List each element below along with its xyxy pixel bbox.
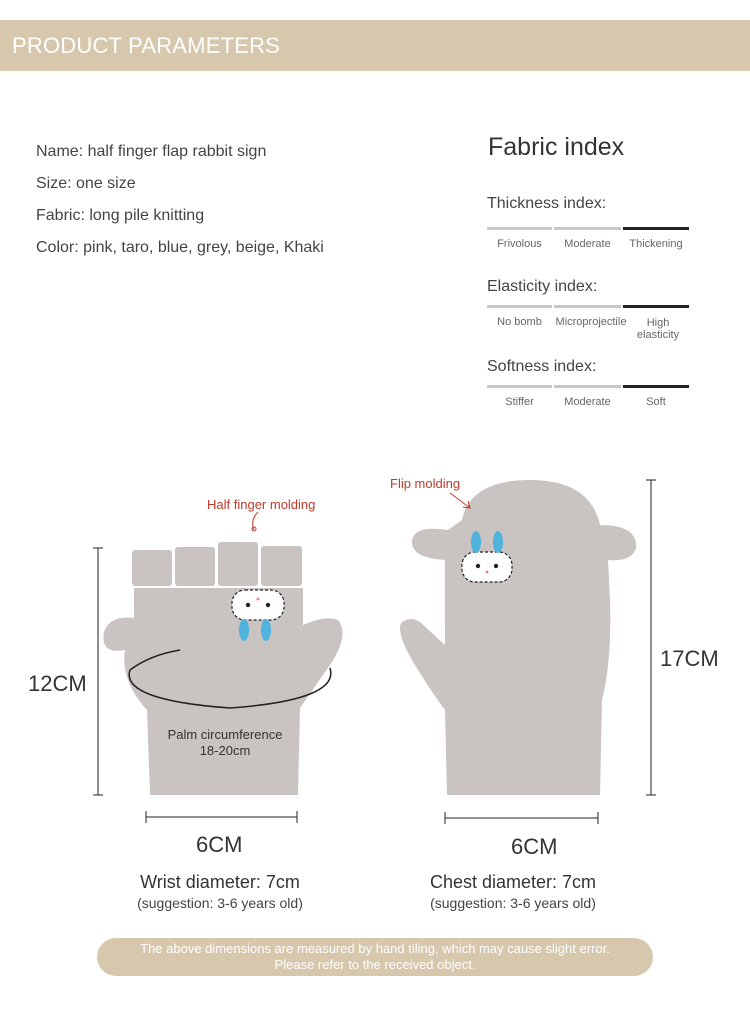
half-finger-annotation: Half finger molding — [207, 497, 316, 512]
palm-line-2: 18-20cm — [199, 743, 251, 758]
elasticity-bar-3-selected — [623, 305, 689, 308]
measurement-notice — [97, 938, 653, 976]
thickness-option-2: Moderate — [564, 238, 611, 250]
flip-glove-body — [400, 480, 636, 795]
left-height-label: 12CM — [28, 671, 87, 696]
flip-molding-annotation: Flip molding — [390, 476, 461, 491]
rabbit-ear-right — [261, 619, 271, 641]
spec-color: Color: pink, taro, blue, grey, beige, Khaki — [36, 239, 324, 256]
softness-option-1: Stiffer — [505, 396, 534, 408]
elasticity-option-1: No bomb — [497, 316, 542, 328]
flip-glove — [400, 480, 656, 824]
elasticity-index-label: Elasticity index: — [487, 278, 598, 295]
chest-diameter: Chest diameter: 7cm — [429, 872, 597, 892]
page-title: PRODUCT PARAMETERS — [12, 33, 281, 58]
glove-body — [103, 588, 342, 795]
softness-option-3: Soft — [646, 396, 666, 408]
flip-rabbit-ear-left — [471, 531, 481, 553]
palm-circumference-label — [150, 727, 300, 759]
elasticity-option-3: High elasticity — [636, 317, 680, 341]
finger-4 — [261, 546, 302, 586]
right-width-label: 6CM — [511, 834, 558, 859]
elasticity-bar-1 — [487, 305, 552, 308]
flip-rabbit-ear-right — [493, 531, 503, 553]
glove-illustration — [0, 430, 750, 850]
thickness-index-label: Thickness index: — [487, 195, 607, 212]
thickness-option-1: Frivolous — [497, 238, 542, 250]
thickness-bar-2 — [554, 227, 621, 230]
softness-bar-2 — [554, 385, 621, 388]
finger-3 — [218, 542, 258, 586]
finger-1 — [132, 550, 172, 586]
spec-size: Size: one size — [36, 175, 136, 192]
softness-index-label: Softness index: — [487, 358, 597, 375]
left-width-label: 6CM — [196, 832, 243, 857]
palm-line-1: Palm circumference — [167, 727, 283, 742]
right-age-suggestion: (suggestion: 3-6 years old) — [430, 895, 596, 911]
notice-line-2: Please refer to the received object. — [274, 957, 476, 972]
softness-bar-1 — [487, 385, 552, 388]
fabric-index-title: Fabric index — [488, 133, 625, 161]
thickness-bar-3-selected — [623, 227, 689, 230]
left-age-suggestion: (suggestion: 3-6 years old) — [137, 895, 303, 911]
wrist-diameter: Wrist diameter: 7cm — [140, 872, 300, 892]
header-banner — [0, 20, 750, 71]
elasticity-option-2: Microprojectile — [555, 316, 627, 328]
rabbit-face — [232, 590, 284, 620]
spec-name: Name: half finger flap rabbit sign — [36, 143, 267, 160]
notice-line-1: The above dimensions are measured by hand tiling, which may cause slight error. — [140, 941, 610, 956]
elasticity-bar-2 — [554, 305, 621, 308]
flip-rabbit-face — [462, 552, 512, 582]
softness-bar-3-selected — [623, 385, 689, 388]
spec-fabric: Fabric: long pile knitting — [36, 207, 205, 224]
thickness-bar-1 — [487, 227, 552, 230]
thickness-option-3: Thickening — [629, 238, 683, 250]
finger-2 — [175, 547, 215, 586]
rabbit-ear-left — [239, 619, 249, 641]
softness-option-2: Moderate — [564, 396, 611, 408]
right-height-label: 17CM — [660, 646, 719, 671]
half-finger-glove — [93, 512, 343, 823]
